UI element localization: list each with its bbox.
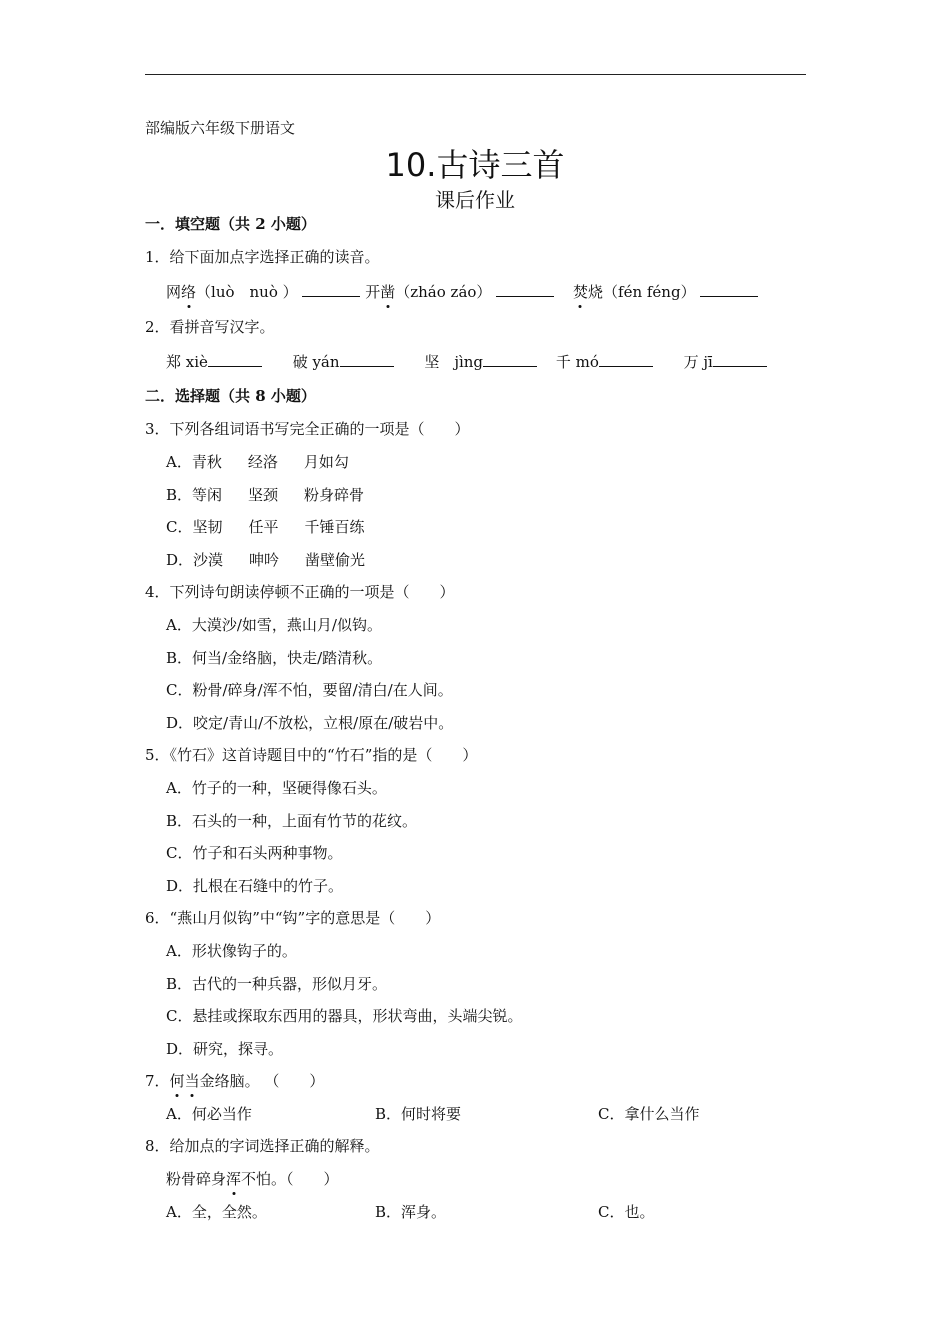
answer-blank[interactable] — [599, 352, 653, 367]
question-6-option-a[interactable]: A．形状像钩子的。 — [166, 942, 297, 960]
question-8-line: 粉骨碎身浑不怕。（ ） — [166, 1170, 339, 1188]
question-7-option-b[interactable]: B．何时将要 — [375, 1105, 462, 1123]
question-6: 6．“燕山月似钩”中“钩”字的意思是（ ） — [145, 909, 441, 927]
question-2-items: 郑 xiè 破 yán 坚 jìng 千 mó 万 jī — [166, 351, 767, 372]
question-4: 4．下列诗句朗读停顿不正确的一项是（ ） — [145, 583, 455, 601]
page-subtitle: 课后作业 — [435, 188, 515, 212]
question-8-option-b[interactable]: B．浑身。 — [375, 1203, 447, 1221]
answer-blank[interactable] — [713, 352, 767, 367]
question-7-option-a[interactable]: A．何必当作 — [166, 1105, 252, 1123]
question-4-option-a[interactable]: A．大漠沙/如雪，燕山月/似钩。 — [166, 616, 382, 634]
question-4-option-b[interactable]: B．何当/金络脑，快走/踏清秋。 — [166, 649, 383, 667]
question-4-option-d[interactable]: D．咬定/青山/不放松，立根/原在/破岩中。 — [166, 714, 454, 732]
question-6-option-b[interactable]: B．古代的一种兵器，形似月牙。 — [166, 975, 388, 993]
answer-blank[interactable] — [700, 282, 758, 297]
question-6-option-c[interactable]: C．悬挂或探取东西用的器具，形状弯曲，头端尖锐。 — [166, 1007, 523, 1025]
question-7: 7．何当金络脑。 （ ） — [145, 1072, 325, 1090]
question-3-option-a[interactable]: A．青秋 经洛 月如勾 — [166, 453, 349, 471]
question-1-items: 网络（luò nuò ） 开凿（zháo záo） 焚烧（fén féng） — [166, 281, 758, 302]
question-2: 2．看拼音写汉字。 — [145, 318, 275, 336]
question-5-option-d[interactable]: D．扎根在石缝中的竹子。 — [166, 877, 344, 895]
question-8: 8．给加点的字词选择正确的解释。 — [145, 1137, 380, 1155]
question-5-option-b[interactable]: B．石头的一种，上面有竹节的花纹。 — [166, 812, 418, 830]
question-6-option-d[interactable]: D．研究，探寻。 — [166, 1040, 284, 1058]
question-5-option-c[interactable]: C．竹子和石头两种事物。 — [166, 844, 343, 862]
question-7-option-c[interactable]: C．拿什么当作 — [598, 1105, 700, 1123]
question-3-option-c[interactable]: C．坚韧 任平 千锤百练 — [166, 518, 365, 536]
grade-label: 部编版六年级下册语文 — [145, 119, 296, 137]
question-4-option-c[interactable]: C．粉骨/碎身/浑不怕，要留/清白/在人间。 — [166, 681, 453, 699]
question-8-option-a[interactable]: A．全，全然。 — [166, 1203, 267, 1221]
page-title: 10.古诗三首 — [385, 146, 565, 184]
question-8-option-c[interactable]: C．也。 — [598, 1203, 655, 1221]
answer-blank[interactable] — [483, 352, 537, 367]
question-3: 3．下列各组词语书写完全正确的一项是（ ） — [145, 420, 470, 438]
question-1: 1．给下面加点字选择正确的读音。 — [145, 248, 380, 266]
answer-blank[interactable] — [496, 282, 554, 297]
section-fill-blank-heading: 一．填空题（共 2 小题） — [145, 215, 316, 233]
question-5: 5．《竹石》这首诗题目中的“竹石”指的是（ ） — [145, 746, 478, 764]
answer-blank[interactable] — [302, 282, 360, 297]
question-3-option-d[interactable]: D．沙漠 呻吟 凿壁偷光 — [166, 551, 366, 569]
section-choice-heading: 二．选择题（共 8 小题） — [145, 387, 316, 405]
answer-blank[interactable] — [208, 352, 262, 367]
question-5-option-a[interactable]: A．竹子的一种，坚硬得像石头。 — [166, 779, 387, 797]
question-3-option-b[interactable]: B．等闲 坚颈 粉身碎骨 — [166, 486, 365, 504]
answer-blank[interactable] — [340, 352, 394, 367]
top-rule — [145, 74, 806, 75]
